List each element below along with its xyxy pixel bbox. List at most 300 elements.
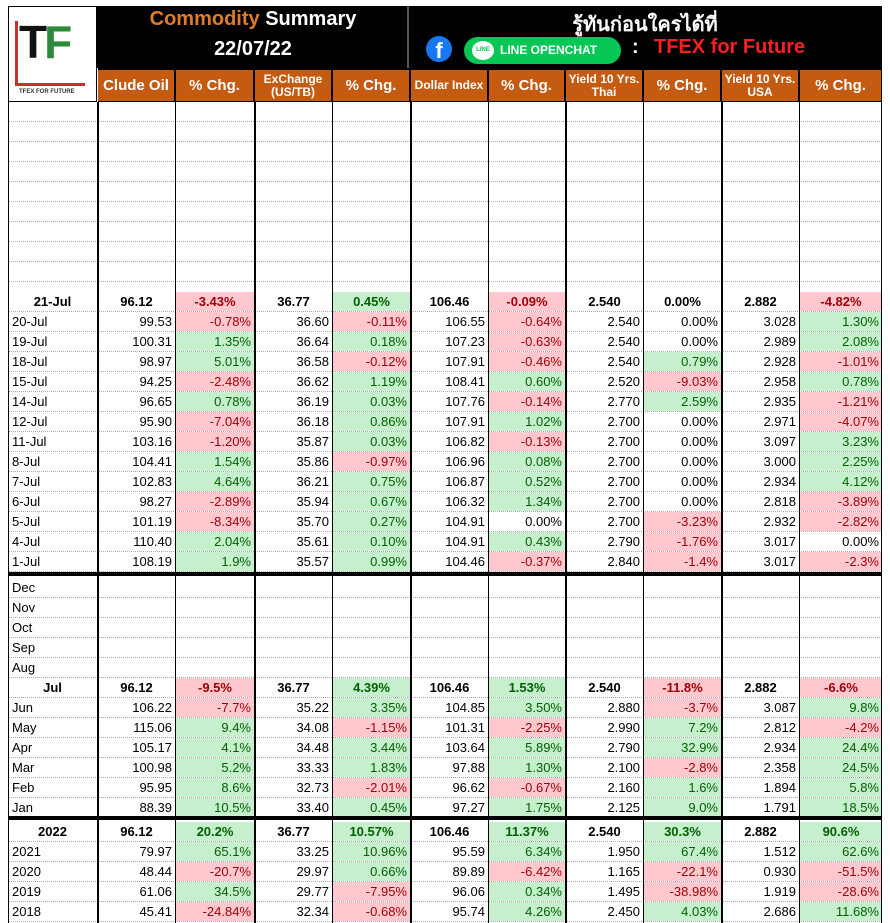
logo-letters: TF: [19, 16, 70, 68]
cell-exchange-chg: 0.99%: [333, 552, 410, 571]
col-header-yield-thai: Yield 10 Yrs. Thai: [566, 70, 642, 101]
cell-crude-oil: 108.19: [132, 554, 172, 569]
cell-yield-usa: 2.882: [744, 294, 777, 309]
table-row: [8, 242, 882, 262]
cell-yield-usa: 3.000: [763, 454, 796, 469]
table-row: [8, 532, 882, 552]
cell-crude-oil: 96.12: [120, 824, 153, 839]
cell-dollar-index: 97.88: [452, 760, 485, 775]
cell-exchange: 35.61: [296, 534, 329, 549]
row-label: Aug: [12, 660, 36, 675]
row-label: 5-Jul: [12, 514, 41, 529]
section-divider: [8, 575, 882, 576]
col-header-yield-thai-chg: % Chg.: [644, 70, 720, 101]
cell-yield-thai-chg: 7.2%: [644, 718, 721, 737]
cell-dollar-index-chg: -0.09%: [489, 292, 565, 311]
cell-crude-oil-chg: 1.35%: [176, 332, 254, 351]
row-label: 20-Jul: [12, 314, 48, 329]
cell-crude-oil-chg: 4.64%: [176, 472, 254, 491]
cell-exchange-chg: 4.39%: [333, 678, 410, 697]
cell-yield-thai: 2.540: [588, 824, 621, 839]
row-label: 18-Jul: [12, 354, 48, 369]
facebook-icon[interactable]: f: [426, 36, 452, 62]
cell-crude-oil-chg: -20.7%: [176, 862, 254, 881]
cell-exchange-chg: -0.97%: [333, 452, 410, 471]
cell-yield-usa-chg: 18.5%: [800, 798, 882, 817]
row-label: 4-Jul: [12, 534, 41, 549]
cell-exchange-chg: 0.27%: [333, 512, 410, 531]
cell-yield-usa-chg: 0.78%: [800, 372, 882, 391]
cell-dollar-index: 106.87: [445, 474, 485, 489]
cell-crude-oil-chg: 5.01%: [176, 352, 254, 371]
cell-yield-thai: 2.700: [607, 414, 640, 429]
table-row: [8, 598, 882, 618]
cell-dollar-index: 104.46: [445, 554, 485, 569]
cell-exchange-chg: 0.75%: [333, 472, 410, 491]
cell-exchange-chg: 0.86%: [333, 412, 410, 431]
cell-exchange: 36.60: [296, 314, 329, 329]
col-header-yield-usa: Yield 10 Yrs. USA: [722, 70, 798, 101]
cell-exchange-chg: -0.11%: [333, 312, 410, 331]
cell-yield-thai-chg: 30.3%: [644, 822, 721, 841]
cell-dollar-index-chg: 1.02%: [489, 412, 565, 431]
cell-dollar-index-chg: -0.63%: [489, 332, 565, 351]
cell-yield-thai-chg: -22.1%: [644, 862, 721, 881]
col-header-yield-usa-chg: % Chg.: [800, 70, 881, 101]
cell-yield-thai-chg: 0.00%: [681, 314, 718, 329]
table-row: [8, 292, 882, 312]
cell-dollar-index-chg: 3.50%: [489, 698, 565, 717]
cell-yield-thai-chg: 67.4%: [644, 842, 721, 861]
cell-yield-usa-chg: 24.5%: [800, 758, 882, 777]
row-label: 2019: [12, 884, 41, 899]
row-label: 21-Jul: [33, 294, 72, 309]
cell-crude-oil-chg: 8.6%: [176, 778, 254, 797]
cell-yield-usa: 0.930: [763, 864, 796, 879]
cell-exchange: 35.94: [296, 494, 329, 509]
row-label: 2018: [12, 904, 41, 919]
cell-yield-usa: 2.958: [763, 374, 796, 389]
cell-dollar-index-chg: 0.60%: [489, 372, 565, 391]
row-label: 8-Jul: [12, 454, 41, 469]
cell-yield-usa-chg: -2.3%: [800, 552, 882, 571]
row-label: Jan: [12, 800, 33, 815]
cell-crude-oil: 101.19: [132, 514, 172, 529]
cell-crude-oil: 96.65: [139, 394, 172, 409]
cell-dollar-index: 106.32: [445, 494, 485, 509]
cell-exchange: 36.58: [296, 354, 329, 369]
cell-yield-thai-chg: 0.00%: [681, 454, 718, 469]
table-border: [881, 102, 882, 923]
cell-exchange-chg: 0.03%: [333, 432, 410, 451]
cell-yield-thai: 2.100: [607, 760, 640, 775]
table-row: [8, 492, 882, 512]
cell-exchange-chg: -7.95%: [333, 882, 410, 901]
cell-dollar-index: 103.64: [445, 740, 485, 755]
cell-crude-oil-chg: 1.54%: [176, 452, 254, 471]
cell-exchange-chg: 1.19%: [333, 372, 410, 391]
cell-yield-usa-chg: 5.8%: [800, 778, 882, 797]
cell-yield-usa-chg: 4.12%: [800, 472, 882, 491]
cell-yield-usa-chg: -6.6%: [800, 678, 882, 697]
cell-yield-usa: 2.935: [763, 394, 796, 409]
cell-yield-thai-chg: 1.6%: [644, 778, 721, 797]
cell-dollar-index: 107.76: [445, 394, 485, 409]
cell-exchange-chg: 0.18%: [333, 332, 410, 351]
cell-dollar-index: 101.31: [445, 720, 485, 735]
row-label: Jul: [43, 680, 62, 695]
cell-crude-oil-chg: -3.43%: [176, 292, 254, 311]
table-row: [8, 882, 882, 902]
data-grid: [8, 102, 882, 923]
cell-exchange: 35.22: [296, 700, 329, 715]
table-row: [8, 658, 882, 678]
cell-dollar-index-chg: 1.30%: [489, 758, 565, 777]
col-header-crude-oil-chg: % Chg.: [176, 70, 253, 101]
table-row: [8, 262, 882, 282]
cell-exchange-chg: 3.35%: [333, 698, 410, 717]
cell-crude-oil: 79.97: [139, 844, 172, 859]
row-label: 14-Jul: [12, 394, 48, 409]
cell-crude-oil: 48.44: [139, 864, 172, 879]
cell-crude-oil: 98.27: [139, 494, 172, 509]
row-label: 6-Jul: [12, 494, 41, 509]
cell-dollar-index-chg: 6.34%: [489, 842, 565, 861]
cell-yield-thai: 2.880: [607, 700, 640, 715]
cell-exchange: 29.77: [296, 884, 329, 899]
cell-yield-thai: 2.700: [607, 514, 640, 529]
table-row: [8, 638, 882, 658]
table-border: [8, 102, 9, 923]
cell-dollar-index: 106.46: [429, 824, 470, 839]
cell-yield-usa-chg: -1.01%: [800, 352, 882, 371]
col-header-exchange-chg: % Chg.: [333, 70, 409, 101]
cell-dollar-index: 106.96: [445, 454, 485, 469]
row-label: 2022: [38, 824, 67, 839]
cell-yield-usa-chg: 1.30%: [800, 312, 882, 331]
cell-yield-thai: 2.700: [607, 494, 640, 509]
cell-yield-usa-chg: -4.07%: [800, 412, 882, 431]
table-row: [8, 222, 882, 242]
cell-yield-usa: 3.087: [763, 700, 796, 715]
cell-yield-thai: 1.495: [607, 884, 640, 899]
cell-yield-thai-chg: -3.23%: [644, 512, 721, 531]
cell-crude-oil-chg: -1.20%: [176, 432, 254, 451]
cell-yield-usa-chg: -51.5%: [800, 862, 882, 881]
cell-exchange: 29.97: [296, 864, 329, 879]
cell-yield-usa-chg: 24.4%: [800, 738, 882, 757]
cell-yield-usa: 2.812: [763, 720, 796, 735]
cell-crude-oil: 95.90: [139, 414, 172, 429]
row-label: Sep: [12, 640, 36, 655]
cell-exchange: 34.48: [296, 740, 329, 755]
row-label: 2021: [12, 844, 41, 859]
cell-dollar-index: 95.59: [452, 844, 485, 859]
cell-yield-thai-chg: 9.0%: [644, 798, 721, 817]
cell-yield-thai: 2.700: [607, 454, 640, 469]
col-header-crude-oil: Clude Oil: [98, 70, 174, 101]
cell-yield-thai: 2.700: [607, 434, 640, 449]
cell-dollar-index: 104.85: [445, 700, 485, 715]
colon-separator: :: [632, 36, 639, 58]
cell-yield-thai: 2.790: [607, 534, 640, 549]
cell-yield-usa: 2.934: [763, 740, 796, 755]
cell-yield-usa-chg: -1.21%: [800, 392, 882, 411]
cell-yield-usa-chg: 2.08%: [800, 332, 882, 351]
header-divider: [407, 6, 409, 68]
cell-yield-usa: 2.932: [763, 514, 796, 529]
row-label: Oct: [12, 620, 33, 635]
cell-yield-usa-chg: 62.6%: [800, 842, 882, 861]
cell-exchange-chg: 0.66%: [333, 862, 410, 881]
cell-exchange-chg: 0.03%: [333, 392, 410, 411]
cell-yield-usa: 3.028: [763, 314, 796, 329]
thai-slogan: รู้ทันก่อนใครได้ที่: [572, 14, 718, 36]
column-divider: [175, 102, 176, 923]
table-row: [8, 182, 882, 202]
cell-yield-thai: 2.540: [588, 294, 621, 309]
cell-yield-usa: 2.934: [763, 474, 796, 489]
cell-yield-thai: 2.770: [607, 394, 640, 409]
cell-yield-usa-chg: -2.82%: [800, 512, 882, 531]
cell-exchange-chg: 0.10%: [333, 532, 410, 551]
row-label: 1-Jul: [12, 554, 41, 569]
cell-yield-thai-chg: -9.03%: [644, 372, 721, 391]
cell-crude-oil-chg: 10.5%: [176, 798, 254, 817]
cell-yield-usa-chg: -28.6%: [800, 882, 882, 901]
cell-yield-usa-chg: 3.23%: [800, 432, 882, 451]
cell-exchange: 35.57: [296, 554, 329, 569]
cell-exchange-chg: 1.83%: [333, 758, 410, 777]
cell-yield-thai-chg: -2.8%: [644, 758, 721, 777]
cell-exchange: 36.21: [296, 474, 329, 489]
col-header-exchange: ExChange (US/TB): [255, 70, 331, 101]
cell-exchange: 36.19: [296, 394, 329, 409]
section-divider: [8, 819, 882, 820]
cell-crude-oil: 96.12: [120, 680, 153, 695]
cell-crude-oil-chg: 9.4%: [176, 718, 254, 737]
column-divider: [565, 102, 567, 923]
cell-yield-usa-chg: 0.00%: [842, 534, 879, 549]
table-row: [8, 432, 882, 452]
cell-yield-usa: 2.989: [763, 334, 796, 349]
cell-yield-thai-chg: 0.00%: [681, 474, 718, 489]
cell-exchange-chg: 3.44%: [333, 738, 410, 757]
cell-exchange-chg: 0.45%: [333, 798, 410, 817]
cell-crude-oil-chg: -2.48%: [176, 372, 254, 391]
cell-dollar-index-chg: 0.34%: [489, 882, 565, 901]
table-row: [8, 512, 882, 532]
cell-yield-usa: 3.017: [763, 554, 796, 569]
cell-crude-oil-chg: -7.04%: [176, 412, 254, 431]
cell-crude-oil: 99.53: [139, 314, 172, 329]
row-label: Nov: [12, 600, 36, 615]
cell-yield-usa: 3.097: [763, 434, 796, 449]
table-row: [8, 332, 882, 352]
cell-yield-usa-chg: -3.89%: [800, 492, 882, 511]
cell-yield-thai-chg: 2.59%: [644, 392, 721, 411]
table-row: [8, 552, 882, 572]
cell-exchange: 32.34: [296, 904, 329, 919]
cell-crude-oil: 104.41: [132, 454, 172, 469]
table-row: [8, 412, 882, 432]
cell-yield-usa-chg: 2.25%: [800, 452, 882, 471]
column-divider: [643, 102, 644, 923]
cell-exchange: 36.77: [277, 680, 310, 695]
cell-exchange: 33.25: [296, 844, 329, 859]
table-row: [8, 738, 882, 758]
table-row: [8, 718, 882, 738]
cell-dollar-index-chg: -0.64%: [489, 312, 565, 331]
cell-dollar-index: 108.41: [445, 374, 485, 389]
cell-dollar-index: 96.62: [452, 780, 485, 795]
cell-crude-oil-chg: 65.1%: [176, 842, 254, 861]
cell-yield-thai: 2.990: [607, 720, 640, 735]
cell-dollar-index-chg: 0.00%: [525, 514, 562, 529]
table-row: [8, 862, 882, 882]
cell-exchange: 36.77: [277, 294, 310, 309]
cell-yield-usa: 2.358: [763, 760, 796, 775]
cell-yield-usa: 2.928: [763, 354, 796, 369]
tfex-for-future-label: TFEX for Future: [654, 36, 806, 58]
cell-exchange-chg: -0.12%: [333, 352, 410, 371]
cell-dollar-index-chg: -0.37%: [489, 552, 565, 571]
cell-dollar-index-chg: -0.14%: [489, 392, 565, 411]
cell-crude-oil: 45.41: [139, 904, 172, 919]
cell-yield-usa-chg: 90.6%: [800, 822, 882, 841]
row-label: 2020: [12, 864, 41, 879]
cell-crude-oil-chg: 0.78%: [176, 392, 254, 411]
table-row: [8, 842, 882, 862]
cell-yield-usa: 1.919: [763, 884, 796, 899]
cell-crude-oil: 103.16: [132, 434, 172, 449]
column-divider: [721, 102, 723, 923]
tf-logo: [8, 6, 97, 102]
cell-yield-usa: 2.882: [744, 824, 777, 839]
cell-yield-usa: 2.686: [763, 904, 796, 919]
row-label: Mar: [12, 760, 35, 775]
cell-yield-usa: 1.894: [763, 780, 796, 795]
col-header-dollar-index: Dollar Index: [411, 70, 487, 101]
table-row: [8, 472, 882, 492]
cell-exchange-chg: 10.57%: [333, 822, 410, 841]
cell-dollar-index-chg: 1.75%: [489, 798, 565, 817]
cell-yield-usa-chg: -4.2%: [800, 718, 882, 737]
cell-crude-oil-chg: 1.9%: [176, 552, 254, 571]
cell-dollar-index: 106.46: [429, 680, 470, 695]
cell-crude-oil: 95.95: [139, 780, 172, 795]
cell-yield-thai-chg: 0.00%: [681, 434, 718, 449]
cell-yield-thai-chg: 0.00%: [681, 414, 718, 429]
cell-yield-usa: 3.017: [763, 534, 796, 549]
row-label: Feb: [12, 780, 35, 795]
cell-yield-thai-chg: 4.03%: [644, 902, 721, 921]
cell-yield-usa: 2.818: [763, 494, 796, 509]
cell-dollar-index: 104.91: [445, 514, 485, 529]
cell-crude-oil-chg: 34.5%: [176, 882, 254, 901]
line-openchat-button[interactable]: [464, 37, 621, 64]
cell-dollar-index-chg: 4.26%: [489, 902, 565, 921]
cell-yield-usa: 1.512: [763, 844, 796, 859]
cell-crude-oil-chg: -9.5%: [176, 678, 254, 697]
table-row: [8, 678, 882, 698]
line-openchat-label: LINE OPENCHAT: [500, 43, 598, 57]
cell-exchange: 35.86: [296, 454, 329, 469]
report-date: 22/07/22: [214, 38, 292, 60]
logo-bar: [15, 21, 18, 85]
cell-dollar-index-chg: 1.53%: [489, 678, 565, 697]
cell-crude-oil: 110.40: [133, 534, 172, 549]
table-row: [8, 902, 882, 922]
column-divider: [332, 102, 333, 923]
cell-crude-oil: 88.39: [139, 800, 172, 815]
cell-dollar-index: 107.91: [445, 414, 485, 429]
column-divider: [410, 102, 412, 923]
cell-yield-thai: 2.790: [607, 740, 640, 755]
table-row: [8, 578, 882, 598]
cell-yield-thai-chg: 0.00%: [681, 334, 718, 349]
cell-yield-thai-chg: 0.00%: [681, 494, 718, 509]
cell-exchange-chg: -2.01%: [333, 778, 410, 797]
cell-exchange: 36.77: [277, 824, 310, 839]
cell-crude-oil: 115.06: [133, 720, 172, 735]
cell-yield-usa-chg: -4.82%: [800, 292, 882, 311]
cell-dollar-index: 97.27: [452, 800, 485, 815]
table-row: [8, 452, 882, 472]
row-label: May: [12, 720, 37, 735]
table-row: [8, 372, 882, 392]
cell-yield-thai: 2.160: [607, 780, 640, 795]
cell-dollar-index: 95.74: [452, 904, 485, 919]
cell-crude-oil: 96.12: [120, 294, 153, 309]
cell-exchange-chg: -0.68%: [333, 902, 410, 921]
table-row: [8, 778, 882, 798]
cell-exchange: 33.40: [296, 800, 329, 815]
cell-yield-thai-chg: -1.4%: [644, 552, 721, 571]
table-row: [8, 618, 882, 638]
cell-exchange: 35.70: [296, 514, 329, 529]
cell-exchange-chg: -1.15%: [333, 718, 410, 737]
cell-yield-thai: 1.950: [607, 844, 640, 859]
cell-crude-oil: 100.31: [132, 334, 172, 349]
cell-yield-thai: 2.540: [607, 334, 640, 349]
cell-dollar-index-chg: 0.08%: [489, 452, 565, 471]
row-label: Dec: [12, 580, 36, 595]
cell-exchange-chg: 0.67%: [333, 492, 410, 511]
row-label: Jun: [12, 700, 33, 715]
cell-exchange: 36.64: [296, 334, 329, 349]
table-row: [8, 392, 882, 412]
cell-yield-thai-chg: 32.9%: [644, 738, 721, 757]
page-title: Commodity Summary: [149, 8, 357, 30]
logo-caption: TFEX FOR FUTURE: [19, 89, 75, 95]
cell-crude-oil: 100.98: [132, 760, 172, 775]
cell-yield-thai: 2.520: [607, 374, 640, 389]
column-divider: [254, 102, 256, 923]
cell-exchange: 35.87: [296, 434, 329, 449]
cell-dollar-index-chg: 11.37%: [489, 822, 565, 841]
cell-crude-oil-chg: 20.2%: [176, 822, 254, 841]
cell-yield-thai: 2.700: [607, 474, 640, 489]
cell-yield-thai: 2.125: [607, 800, 640, 815]
cell-crude-oil-chg: -0.78%: [176, 312, 254, 331]
cell-yield-usa-chg: 11.68%: [800, 902, 882, 921]
cell-dollar-index-chg: -0.46%: [489, 352, 565, 371]
cell-crude-oil-chg: -2.89%: [176, 492, 254, 511]
column-divider: [97, 102, 99, 923]
row-label: 19-Jul: [12, 334, 48, 349]
cell-dollar-index: 96.06: [452, 884, 485, 899]
